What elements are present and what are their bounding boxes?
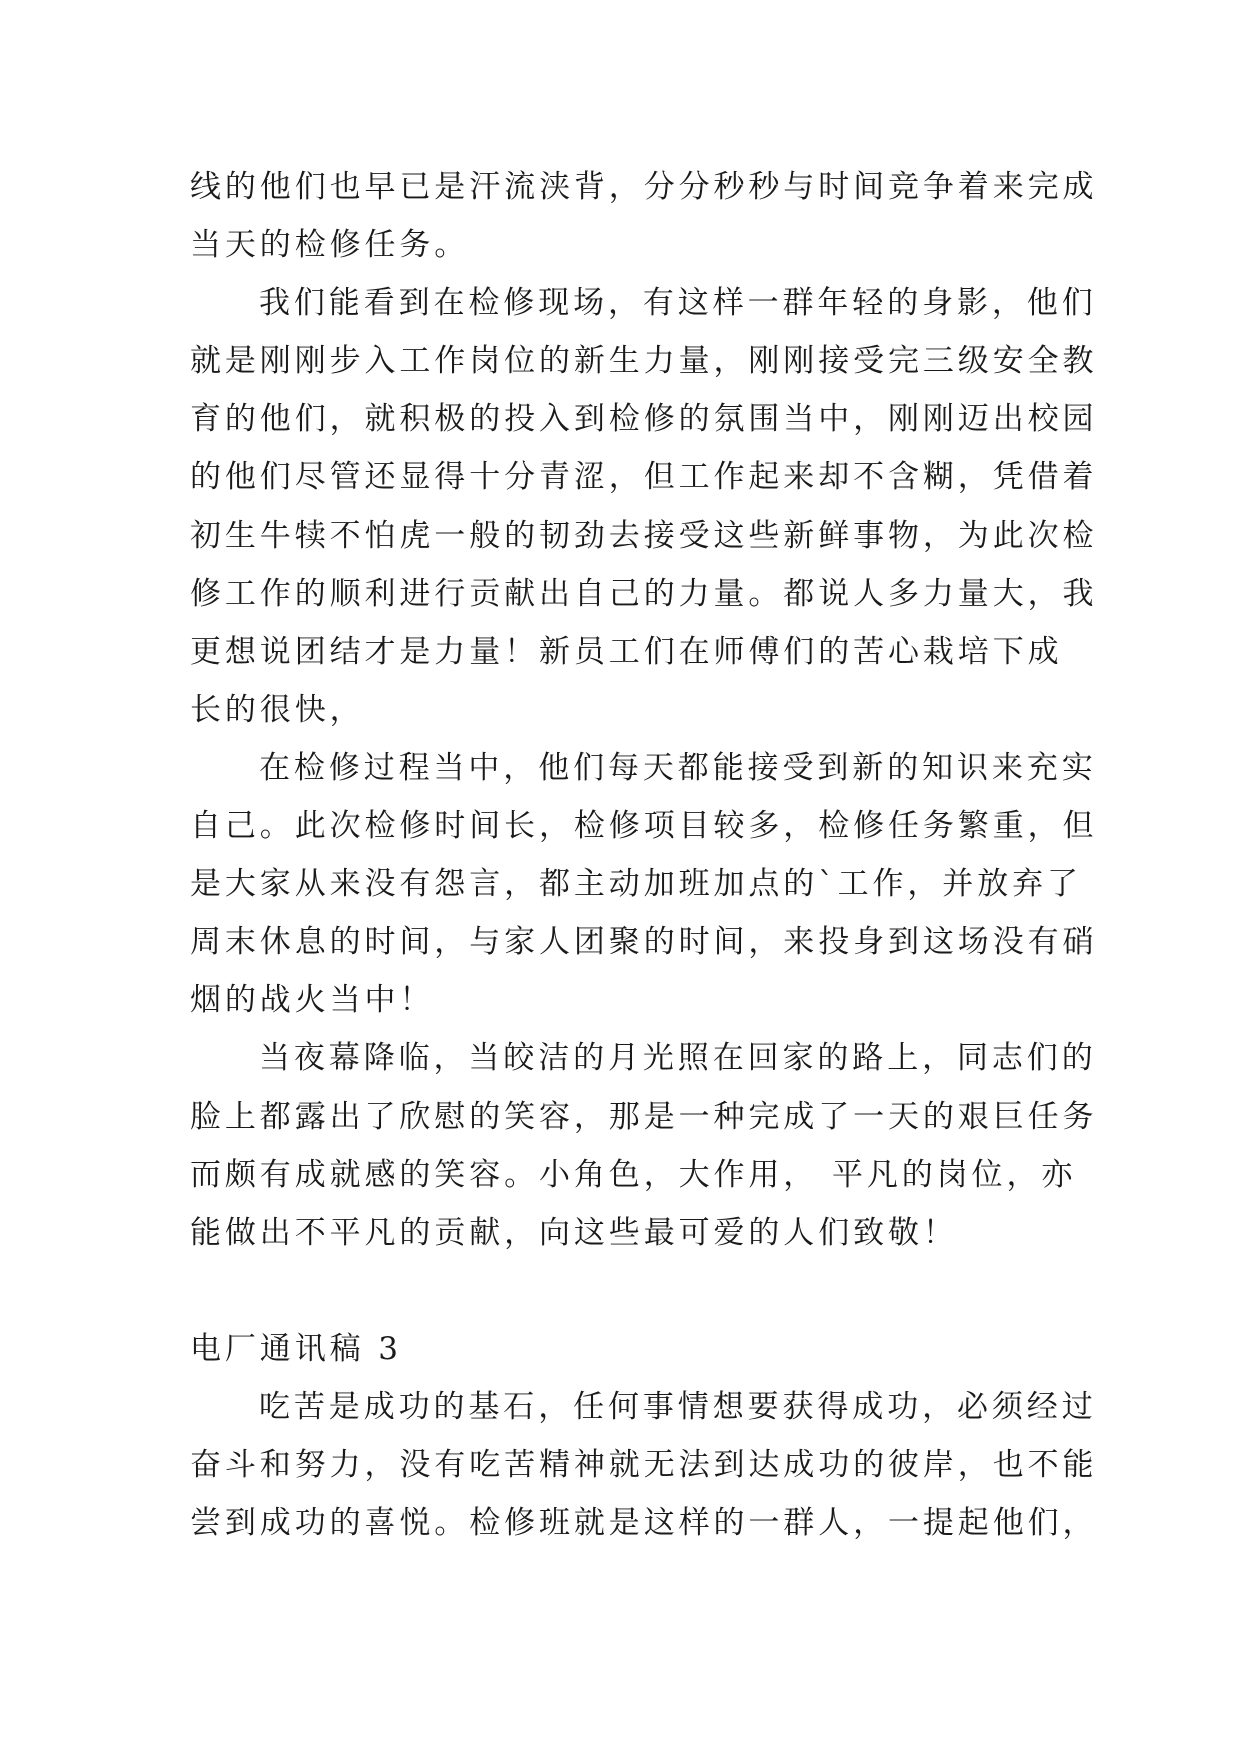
paragraph-1: [190, 158, 1098, 274]
text-line: 尝到成功的喜悦。检修班就是这样的一群人，一提起他们，: [190, 1505, 1098, 1542]
text-line: 更想说团结才是力量！新员工们在师傅们的苦心栽培下成: [190, 633, 1063, 670]
text-line: 是大家从来没有怨言，都主动加班加点的`工作，并放弃了: [190, 866, 1082, 903]
text-line: 能做出不平凡的贡献，向这些最可爱的人们致敬！: [190, 1214, 958, 1251]
text-line: 当天的检修任务。: [190, 227, 470, 264]
paragraph-2: [190, 274, 1098, 739]
text-line: 奋斗和努力，没有吃苦精神就无法到达成功的彼岸，也不能: [190, 1447, 1098, 1484]
text-line: 的他们尽管还显得十分青涩，但工作起来却不含糊，凭借着: [190, 459, 1098, 496]
text-line: 长的很快，: [190, 691, 365, 728]
paragraph-4: [190, 1029, 1098, 1261]
paragraph-3: [190, 739, 1098, 1029]
text-line: 就是刚刚步入工作岗位的新生力量，刚刚接受完三级安全教: [190, 343, 1098, 380]
text-line: 我们能看到在检修现场，有这样一群年轻的身影，他们: [259, 285, 1097, 322]
text-line: 吃苦是成功的基石，任何事情想要获得成功，必须经过: [259, 1388, 1097, 1425]
text-line: 烟的战火当中！: [190, 982, 435, 1019]
text-line: 育的他们，就积极的投入到检修的氛围当中，刚刚迈出校园: [190, 401, 1098, 438]
text-line: 当夜幕降临，当皎洁的月光照在回家的路上，同志们的: [259, 1040, 1097, 1077]
paragraph-5: [190, 1378, 1098, 1552]
body-text: [190, 158, 1098, 1552]
text-line: 而颇有成就感的笑容。小角色，大作用， 平凡的岗位，亦: [190, 1156, 1077, 1193]
text-line: 在检修过程当中，他们每天都能接受到新的知识来充实: [259, 749, 1097, 786]
section-heading: 电厂通讯稿 3: [190, 1330, 402, 1367]
text-line: 线的他们也早已是汗流浃背，分分秒秒与时间竞争着来完成: [190, 169, 1098, 205]
text-line: 修工作的顺利进行贡献出自己的力量。都说人多力量大，我: [190, 575, 1098, 612]
text-line: 初生牛犊不怕虎一般的韧劲去接受这些新鲜事物，为此次检: [190, 517, 1098, 554]
text-line: 周末休息的时间，与家人团聚的时间，来投身到这场没有硝: [190, 924, 1098, 961]
section-gap: [190, 1262, 1070, 1320]
text-line: 自己。此次检修时间长，检修项目较多，检修任务繁重，但: [190, 808, 1098, 845]
text-line: 脸上都露出了欣慰的笑容，那是一种完成了一天的艰巨任务: [190, 1098, 1098, 1135]
